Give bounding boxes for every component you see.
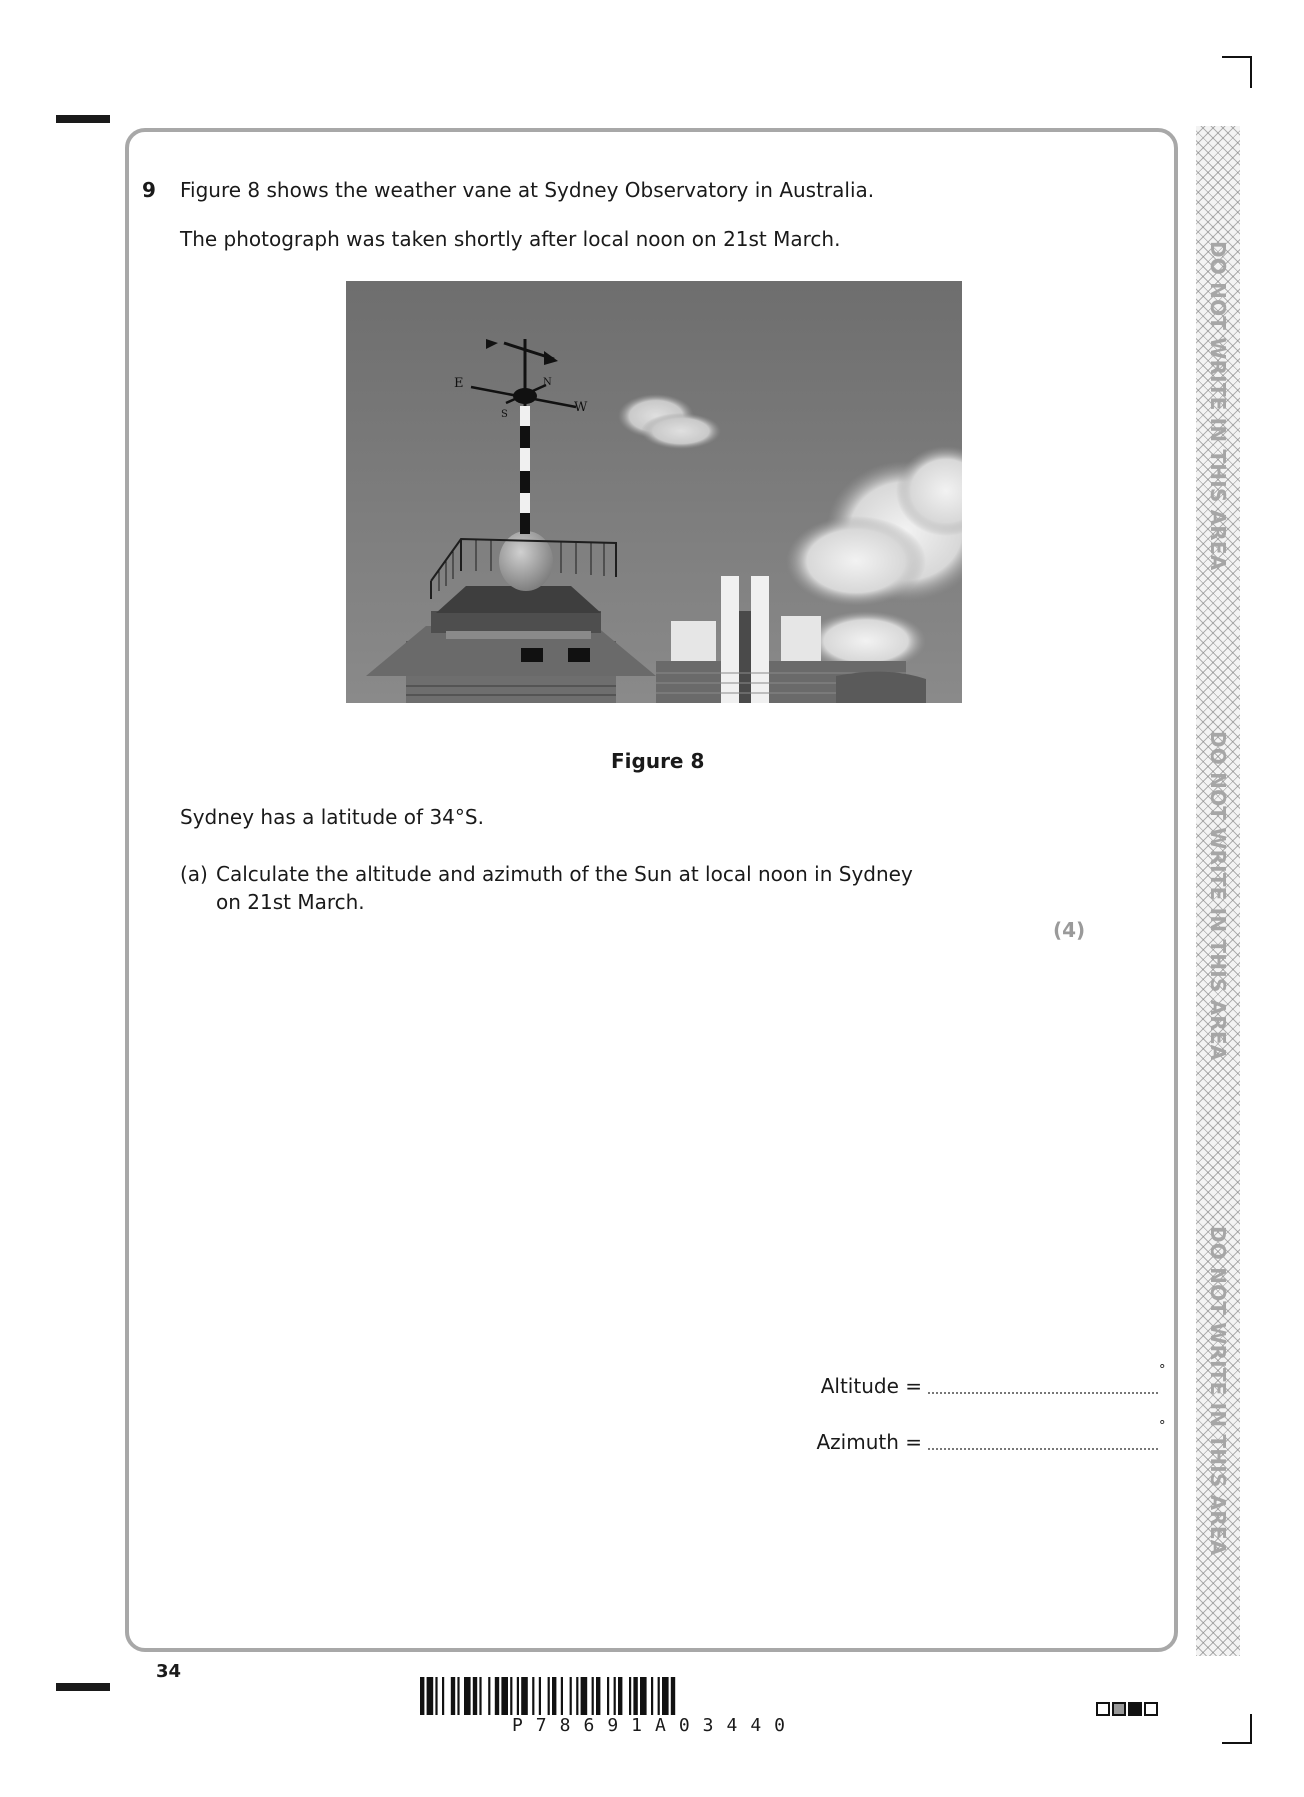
altitude-degree-symbol: ° [1159, 1363, 1166, 1378]
vane-letter-north: N [543, 377, 552, 388]
crop-mark-bottom-right-h [1222, 1742, 1252, 1744]
barcode [420, 1677, 890, 1715]
registration-bar-bottom [56, 1683, 110, 1691]
margin-warning-bottom: DO NOT WRITE IN THIS AREA [1206, 1226, 1230, 1556]
question-context: The photograph was taken shortly after local noon on 21st March. [180, 227, 841, 251]
azimuth-answer-field[interactable] [928, 1448, 1158, 1450]
crop-mark-top-right-v [1250, 56, 1252, 88]
figure-caption: Figure 8 [611, 749, 705, 773]
part-a-label: (a) [180, 862, 208, 886]
page-indicator-boxes [1096, 1702, 1158, 1716]
indicator-box [1144, 1702, 1158, 1716]
page-number: 34 [156, 1661, 182, 1682]
azimuth-label: Azimuth = [816, 1430, 922, 1454]
weather-vane-photo [346, 281, 962, 703]
registration-bar-top [56, 115, 110, 123]
latitude-statement: Sydney has a latitude of 34°S. [180, 805, 484, 829]
azimuth-degree-symbol: ° [1159, 1419, 1166, 1434]
question-number: 9 [142, 178, 156, 202]
indicator-box [1112, 1702, 1126, 1716]
indicator-box [1128, 1702, 1142, 1716]
margin-warning-top: DO NOT WRITE IN THIS AREA [1206, 241, 1230, 571]
altitude-label: Altitude = [820, 1374, 922, 1398]
part-a-line-1: Calculate the altitude and azimuth of the Sun at local noon in Sydney [216, 862, 913, 886]
crop-mark-bottom-right-v [1250, 1714, 1252, 1744]
vane-letter-west: W [574, 400, 588, 415]
question-intro: Figure 8 shows the weather vane at Sydney Observatory in Australia. [180, 178, 875, 202]
barcode-number: P78691A03440 [511, 1715, 799, 1736]
altitude-answer-field[interactable] [928, 1392, 1158, 1394]
part-a-line-2: on 21st March. [216, 890, 365, 914]
marks-indicator: (4) [1053, 918, 1086, 942]
vane-letter-east: E [454, 376, 464, 391]
vane-letter-south: S [501, 409, 508, 420]
crop-mark-top-right-h [1222, 56, 1252, 58]
indicator-box [1096, 1702, 1110, 1716]
margin-warning-middle: DO NOT WRITE IN THIS AREA [1206, 731, 1230, 1061]
